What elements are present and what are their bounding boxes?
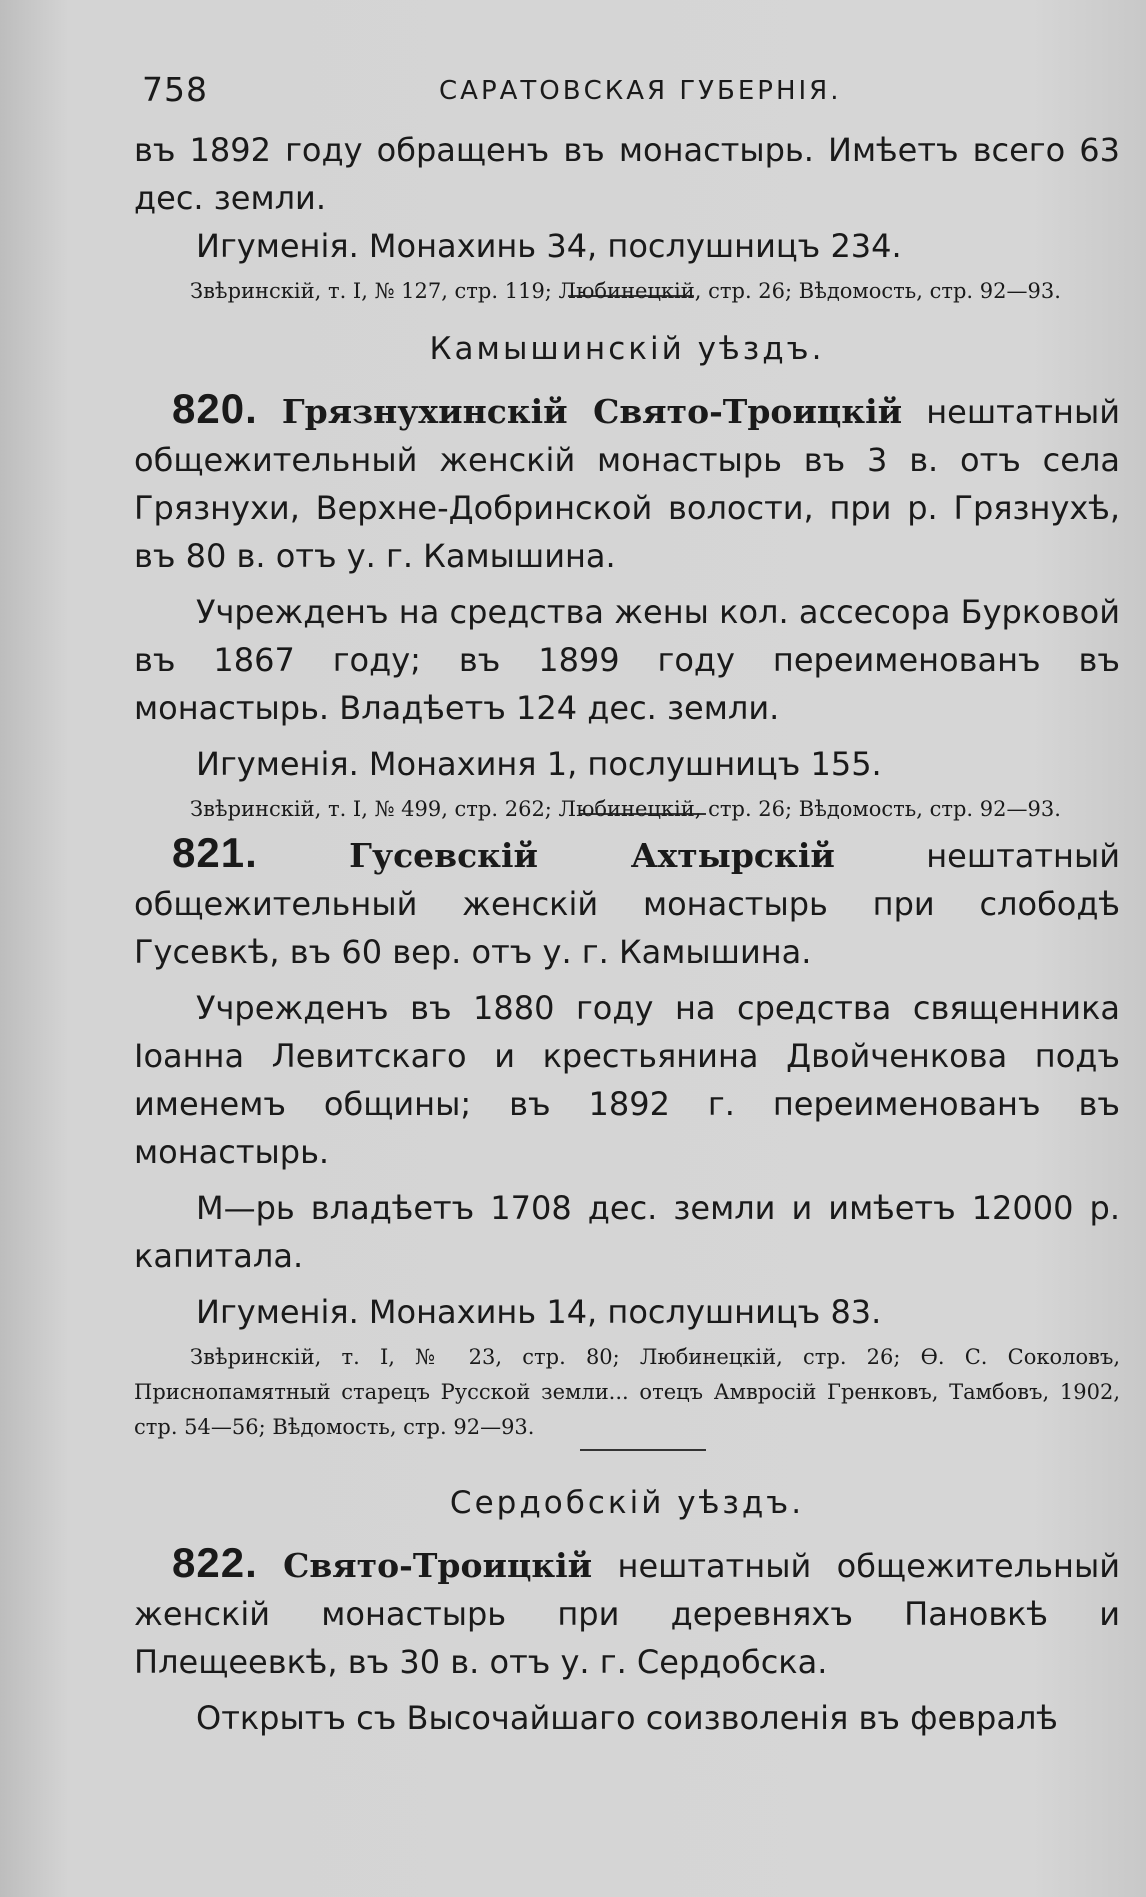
entry-paragraph: Открытъ съ Высочайшаго соизволенія въ февралѣ (196, 1699, 1058, 1737)
entry-paragraph: М—рь владѣетъ 1708 дес. земли и имѣетъ 12000 р. капитала. (134, 1189, 1120, 1275)
continuation-refs: Звѣринскій, т. I, № 127, стр. 119; Любинецкій, стр. 26; Вѣдомость, стр. 92—93. (190, 279, 1061, 303)
entry-paragraph: Учрежденъ въ 1880 году на средства священника Іоанна Левитскаго и крестьянина Двойченкова подъ именемъ общины; въ 1892 г. переименованъ въ монастырь. (134, 989, 1120, 1171)
entry-title: Свято-Троицкій (283, 1546, 593, 1585)
entry-number: 821. (172, 829, 258, 876)
entry-refs: Звѣринскій, т. I, № 23, стр. 80; Любинецкій, стр. 26; Ѳ. С. Соколовъ, Приснопамятный старецъ Русской земли... отецъ Амвросій Гренковъ, Тамбовъ, 1902, стр. 54—56; Вѣдомость, стр. 92—93. (134, 1345, 1120, 1439)
district-heading-kamyshin: Камышинскій уѣздъ. (429, 331, 825, 367)
entry-staff: Игуменія. Монахиня 1, послушницъ 155. (196, 745, 882, 783)
page-header (134, 70, 1120, 126)
page-number: 758 (142, 70, 208, 109)
entry-description: нештатный общежительный женскій монастырь при деревняхъ Пановкѣ и Плещеевкѣ, въ 30 в. отъ у. г. Сердобска. (134, 1547, 1121, 1681)
entry-822-lead (134, 1539, 1120, 1686)
entry-description: нештатный общежительный женскій монастырь при слободѣ Гусевкѣ, въ 60 вер. отъ у. г. Камышина. (134, 837, 1121, 971)
entry-description: нештатный общежительный женскій монастырь въ 3 в. отъ села Грязнухи, Верхне-Добринской волости, при р. Грязнухѣ, въ 80 в. отъ у. г. Камышина. (134, 393, 1120, 575)
entry-821-lead (134, 829, 1120, 976)
entry-paragraph: Учрежденъ на средства жены кол. ассесора Бурковой въ 1867 году; въ 1899 году переименованъ въ монастырь. Владѣетъ 124 дес. земли. (134, 593, 1120, 727)
section-divider (580, 1449, 706, 1451)
running-title: САРАТОВСКАЯ ГУБЕРНІЯ. (439, 76, 842, 106)
district-heading-serdobsk: Сердобскій уѣздъ. (449, 1485, 805, 1521)
entry-820-lead (134, 385, 1120, 580)
entry-number: 820. (172, 385, 258, 432)
entry-title: Гусевскій Ахтырскій (349, 836, 835, 875)
entry-refs: Звѣринскій, т. I, № 499, стр. 262; Любинецкій, стр. 26; Вѣдомость, стр. 92—93. (190, 797, 1061, 821)
continuation-staff: Игуменія. Монахинь 34, послушницъ 234. (196, 227, 902, 265)
entry-title: Грязнухинскій Свято-Троицкій (281, 392, 903, 431)
continuation-text: въ 1892 году обращенъ въ монастырь. Имѣетъ всего 63 дес. земли. (134, 131, 1120, 217)
entry-number: 822. (172, 1539, 258, 1586)
entry-staff: Игуменія. Монахинь 14, послушницъ 83. (196, 1293, 882, 1331)
